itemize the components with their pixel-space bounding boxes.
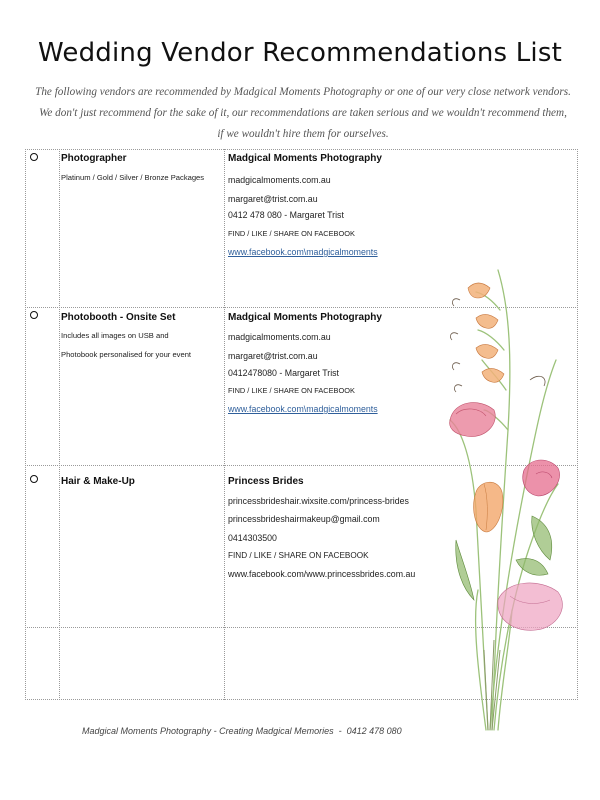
intro-line: We don't just recommend for the sake of it, our recommendations are taken serious and we wouldn't recommend them, bbox=[39, 107, 567, 119]
vendor-name: Madgical Moments Photography bbox=[228, 153, 382, 164]
vendor-email: margaret@trist.com.au bbox=[228, 194, 318, 204]
vendor-name: Princess Brides bbox=[228, 476, 304, 487]
vendor-website: madgicalmoments.com.au bbox=[228, 175, 331, 185]
vendor-phone: 0414303500 bbox=[228, 533, 277, 543]
service-description bbox=[61, 326, 221, 364]
vendor-facebook-link[interactable]: www.facebook.com\madgicalmoments bbox=[228, 247, 378, 257]
footer-text: Madgical Moments Photography - Creating Madgical Memories - 0412 478 080 bbox=[82, 726, 402, 736]
service-description-line: Includes all images on USB and bbox=[61, 331, 169, 340]
floral-illustration bbox=[440, 260, 600, 750]
service-description-line: Platinum / Gold / Silver / Bronze Packages bbox=[61, 173, 205, 182]
vendor-email: margaret@trist.com.au bbox=[228, 351, 318, 361]
vendor-website: madgicalmoments.com.au bbox=[228, 332, 331, 342]
bullet-circle-icon bbox=[30, 311, 38, 319]
intro-line: The following vendors are recommended by Madgical Moments Photography or one of our very close network vendors. bbox=[35, 86, 571, 98]
vendor-facebook-link[interactable]: www.facebook.com/www.princessbrides.com.au bbox=[228, 569, 416, 579]
vendor-phone: 0412478080 - Margaret Trist bbox=[228, 368, 340, 378]
vendor-phone: 0412 478 080 - Margaret Trist bbox=[228, 210, 344, 220]
service-name: Photobooth - Onsite Set bbox=[61, 312, 176, 323]
vendor-facebook-link[interactable]: www.facebook.com\madgicalmoments bbox=[228, 404, 378, 414]
bullet-circle-icon bbox=[30, 475, 38, 483]
vendor-social-label: FIND / LIKE / SHARE ON FACEBOOK bbox=[228, 551, 369, 560]
vendor-email: princessbrideshairmakeup@gmail.com bbox=[228, 514, 380, 524]
service-name: Hair & Make-Up bbox=[61, 476, 135, 487]
service-name: Photographer bbox=[61, 153, 127, 164]
service-description bbox=[61, 168, 221, 187]
vendor-website: princessbrideshair.wixsite.com/princess-brides bbox=[228, 496, 409, 506]
vendor-social-label: FIND / LIKE / SHARE ON FACEBOOK bbox=[228, 229, 355, 238]
service-description-line: Photobook personalised for your event bbox=[61, 350, 192, 359]
vendor-name: Madgical Moments Photography bbox=[228, 312, 382, 323]
table-border-left bbox=[25, 149, 26, 700]
vendor-social-label: FIND / LIKE / SHARE ON FACEBOOK bbox=[228, 386, 355, 395]
column-divider bbox=[224, 149, 225, 700]
page-title: Wedding Vendor Recommendations List bbox=[38, 38, 562, 68]
column-divider bbox=[59, 149, 60, 700]
intro-text bbox=[18, 82, 588, 145]
table-border-top bbox=[25, 149, 578, 150]
intro-line: if we wouldn't hire them for ourselves. bbox=[217, 128, 389, 140]
bullet-circle-icon bbox=[30, 153, 38, 161]
